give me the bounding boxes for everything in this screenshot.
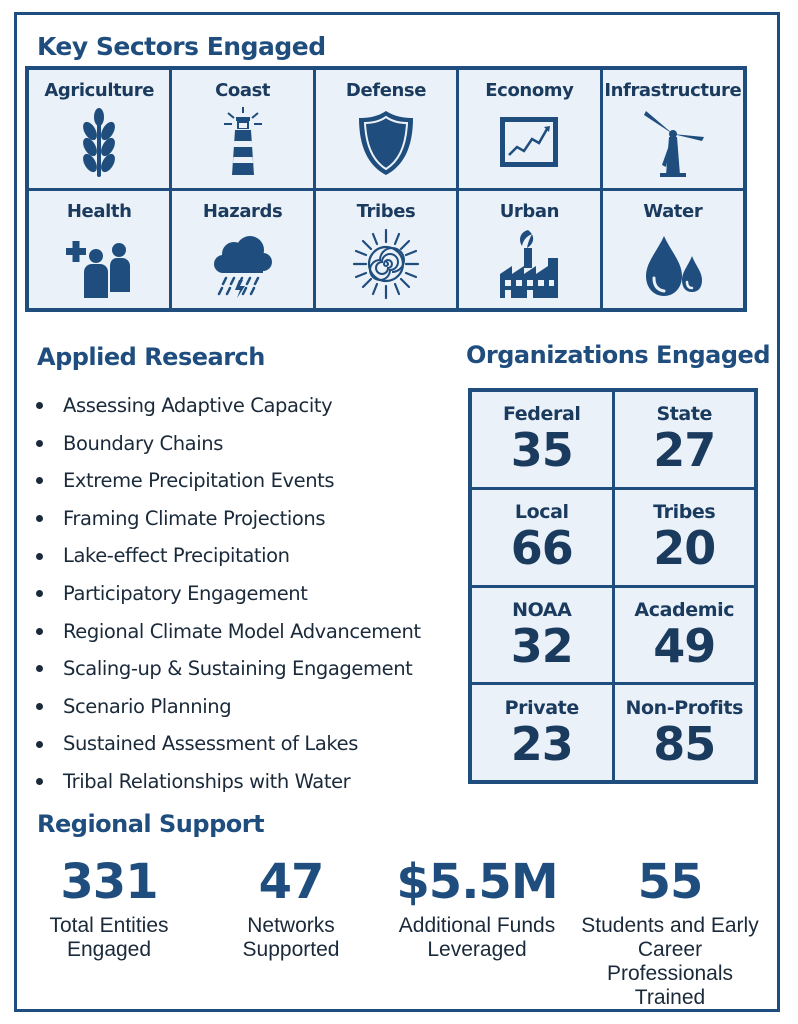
sector-label: Coast	[215, 80, 271, 101]
org-label: Non-Profits	[625, 696, 743, 719]
sector-label: Hazards	[202, 200, 283, 222]
sector-label: Tribes	[356, 200, 416, 222]
bullet	[36, 741, 43, 748]
wheat-icon	[64, 107, 134, 179]
org-count: 85	[653, 716, 716, 771]
research-list	[36, 387, 421, 801]
sector-water	[603, 191, 743, 309]
list-item: Extreme Precipitation Events	[36, 462, 421, 500]
list-item: Sustained Assessment of Lakes	[36, 725, 421, 763]
org-tribes	[615, 490, 755, 585]
list-item: Lake-effect Precipitation	[36, 537, 421, 575]
list-item: Scenario Planning	[36, 688, 421, 726]
sector-urban	[459, 191, 599, 309]
sector-label: Health	[66, 200, 132, 222]
org-noaa	[472, 588, 612, 683]
org-count: 23	[510, 716, 573, 771]
org-label: Academic	[634, 598, 735, 621]
org-non-profits	[615, 685, 755, 780]
stat-networks	[196, 852, 386, 962]
bullet	[36, 477, 43, 484]
bullet	[36, 440, 43, 447]
org-label: Private	[504, 696, 579, 719]
org-private	[472, 685, 612, 780]
list-item: Boundary Chains	[36, 425, 421, 463]
stat-students	[572, 852, 768, 1010]
sector-label: Agriculture	[44, 80, 154, 101]
sector-defense	[316, 70, 456, 188]
research-title: Applied Research	[37, 343, 265, 371]
sector-label: Defense	[345, 80, 427, 101]
org-count: 27	[653, 423, 716, 478]
stat-label: Networks Supported	[242, 914, 340, 961]
support-title: Regional Support	[37, 810, 265, 838]
sector-tribes	[316, 191, 456, 309]
stat-label: Students and Early Career Professionals Trained	[581, 914, 759, 1009]
stat-value: 47	[258, 854, 324, 910]
sector-hazards	[172, 191, 312, 309]
factory-icon	[494, 228, 564, 300]
bullet	[36, 590, 43, 597]
sector-label: Economy	[485, 80, 574, 101]
list-item: Scaling-up & Sustaining Engagement	[36, 650, 421, 688]
sectors-grid	[25, 66, 747, 312]
org-label: Local	[514, 501, 569, 524]
bullet	[36, 553, 43, 560]
stat-funds	[382, 852, 572, 962]
sectors-title: Key Sectors Engaged	[37, 32, 326, 61]
sector-economy	[459, 70, 599, 188]
stat-value: 55	[637, 854, 703, 910]
sector-health	[29, 191, 169, 309]
water-drops-icon	[638, 228, 708, 300]
stat-label: Total Entities Engaged	[49, 914, 169, 961]
sector-agriculture	[29, 70, 169, 188]
org-academic	[615, 588, 755, 683]
sector-infrastructure	[603, 70, 743, 188]
org-local	[472, 490, 612, 585]
bullet	[36, 665, 43, 672]
health-people-icon	[64, 228, 134, 300]
sun-spiral-icon	[351, 228, 421, 300]
bullet	[36, 402, 43, 409]
sector-coast	[172, 70, 312, 188]
stat-total-entities	[14, 852, 204, 962]
sector-label: Urban	[499, 200, 560, 222]
org-federal	[472, 392, 612, 487]
lighthouse-icon	[208, 107, 278, 179]
list-item: Assessing Adaptive Capacity	[36, 387, 421, 425]
org-label: Tribes	[653, 501, 716, 524]
storm-cloud-icon	[208, 228, 278, 300]
org-count: 20	[653, 521, 716, 576]
bullet	[36, 628, 43, 635]
bullet	[36, 778, 43, 785]
sector-label: Water	[643, 200, 703, 222]
org-label: State	[656, 403, 713, 426]
org-count: 35	[510, 423, 573, 478]
list-item: Framing Climate Projections	[36, 500, 421, 538]
org-count: 66	[510, 521, 573, 576]
org-label: NOAA	[512, 598, 572, 621]
wind-turbine-icon	[638, 107, 708, 179]
bullet	[36, 515, 43, 522]
list-item: Participatory Engagement	[36, 575, 421, 613]
list-item: Tribal Relationships with Water	[36, 763, 421, 801]
orgs-grid	[468, 388, 758, 784]
shield-icon	[351, 107, 421, 179]
list-item: Regional Climate Model Advancement	[36, 613, 421, 651]
org-state	[615, 392, 755, 487]
org-count: 32	[510, 618, 573, 673]
orgs-title: Organizations Engaged	[466, 341, 770, 369]
sector-label: Infrastructure	[604, 80, 742, 101]
bullet	[36, 703, 43, 710]
org-label: Federal	[503, 403, 581, 426]
org-count: 49	[653, 618, 716, 673]
stat-value: $5.5M	[396, 854, 558, 910]
stat-value: 331	[60, 854, 158, 910]
stat-label: Additional Funds Leveraged	[398, 914, 556, 961]
line-chart-icon	[494, 107, 564, 179]
